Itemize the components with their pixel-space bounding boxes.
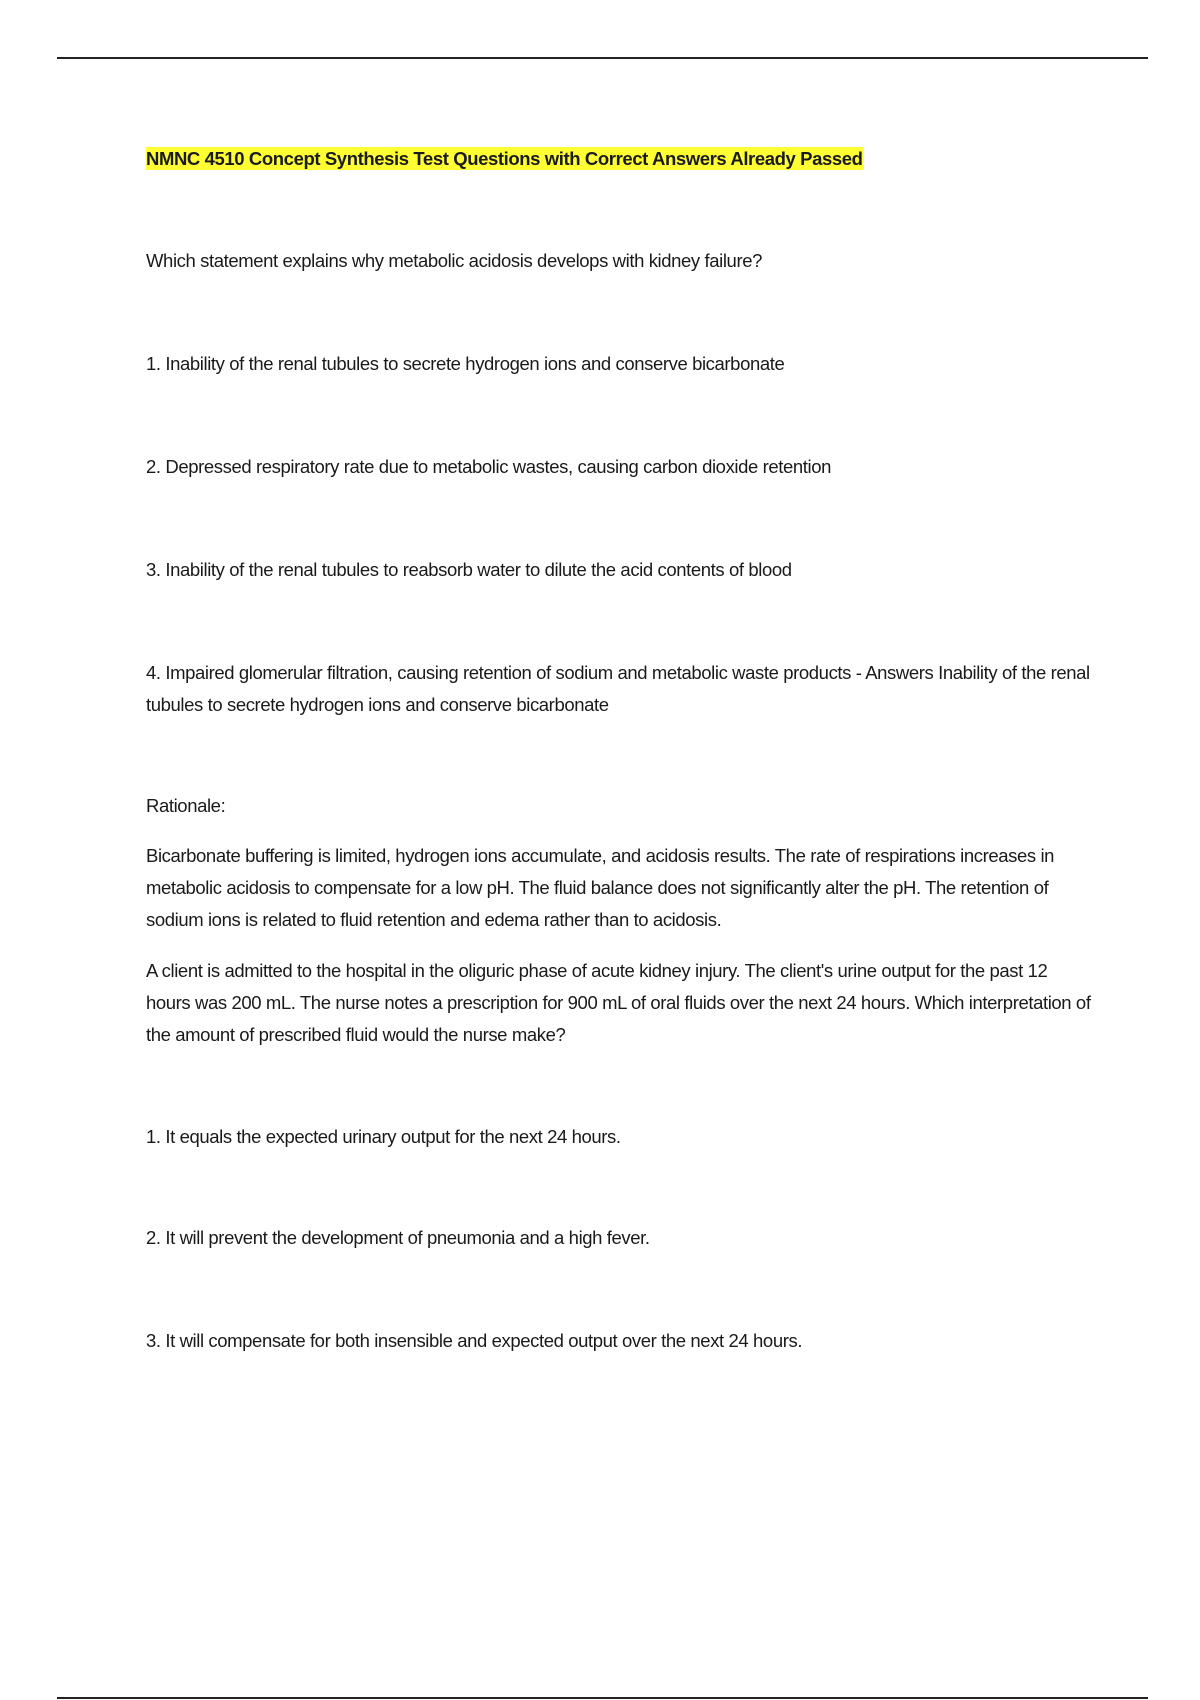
document-title: NMNC 4510 Concept Synthesis Test Questions with Correct Answers Already Passed — [146, 148, 863, 169]
q1-option-1: 1. Inability of the renal tubules to secrete hydrogen ions and conserve bicarbonate — [146, 353, 785, 374]
q1-option-2: 2. Depressed respiratory rate due to metabolic wastes, causing carbon dioxide retention — [146, 456, 832, 477]
q1-option-4-with-answer: 4. Impaired glomerular filtration, causing retention of sodium and metabolic waste products - Answers Inability of the renal tubules to secrete hydrogen ions and conserve bicarbonate — [146, 662, 1090, 715]
header-rule — [57, 57, 1148, 59]
q2-option-1: 1. It equals the expected urinary output for the next 24 hours. — [146, 1126, 621, 1147]
rationale-label: Rationale: — [146, 795, 226, 816]
footer-rule — [57, 1697, 1148, 1699]
rationale-text: Bicarbonate buffering is limited, hydrogen ions accumulate, and acidosis results. The rate of respirations increases in metabolic acidosis to compensate for a low pH. The fluid balance does not significantly alter the pH. The retention of sodium ions is related to fluid retention and edema rather than to acidosis. — [146, 845, 1055, 930]
question-2: A client is admitted to the hospital in the oliguric phase of acute kidney injury. The client's urine output for the past 12 hours was 200 mL. The nurse notes a prescription for 900 mL of oral fluids over the next 24 hours. Which interpretation of the amount of prescribed fluid would the nurse make? — [146, 960, 1091, 1045]
q2-option-3: 3. It will compensate for both insensible and expected output over the next 24 hours. — [146, 1330, 803, 1351]
q1-option-3: 3. Inability of the renal tubules to reabsorb water to dilute the acid contents of blood — [146, 559, 792, 580]
document-title-line — [146, 148, 863, 170]
question-1: Which statement explains why metabolic acidosis develops with kidney failure? — [146, 250, 762, 271]
q2-option-2: 2. It will prevent the development of pneumonia and a high fever. — [146, 1227, 650, 1248]
